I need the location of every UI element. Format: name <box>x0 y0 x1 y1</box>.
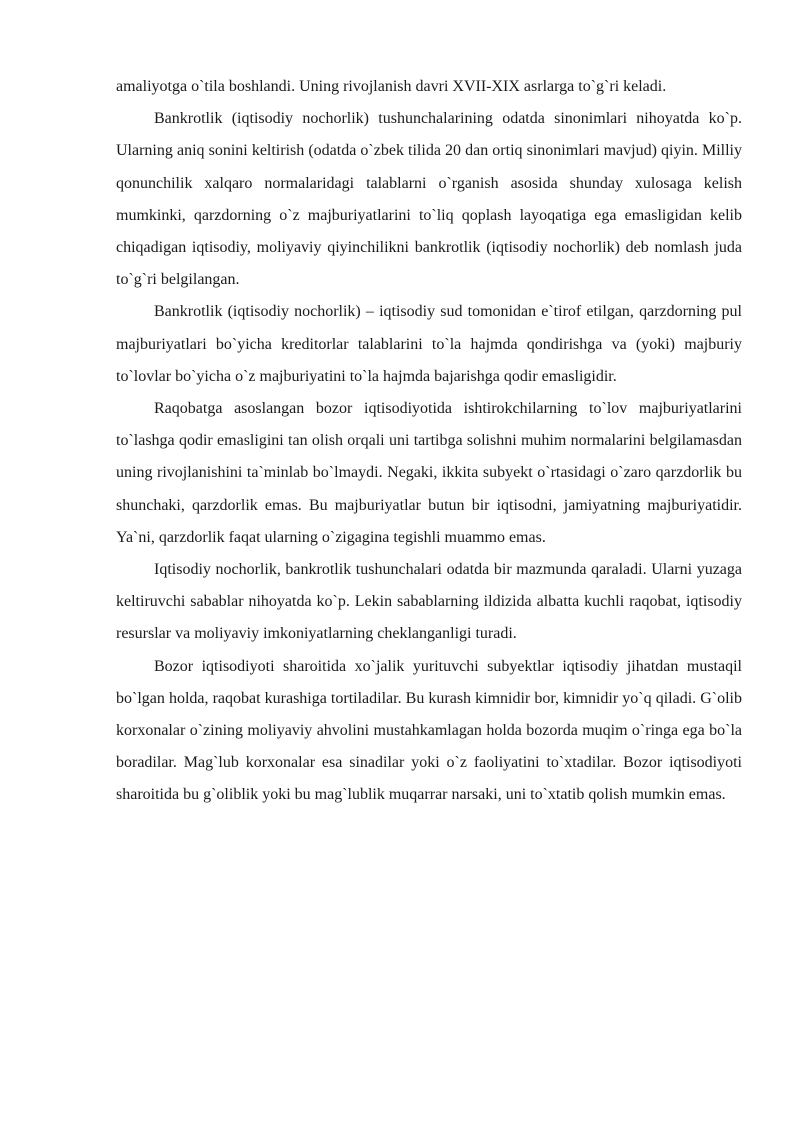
paragraph-market-competition: Raqobatga asoslangan bozor iqtisodiyotida ishtirokchilarning to`lov majburiyatlarini to`lashga qodir emasligini tan olish orqali uni tartibga solishni muhim normalarini belgilamasdan uning rivojlanishini ta`minlab bo`lmaydi. Negaki, ikkita subyekt o`rtasidagi o`zaro qarzdorlik bu shunchaki, qarzdorlik emas. Bu majburiyatlar butun bir iqtisodni, jamiyatning majburiyatidir. Ya`ni, qarzdorlik faqat ularning o`zigagina tegishli muammo emas. <box>116 400 742 546</box>
paragraph-bankruptcy-definition: Bankrotlik (iqtisodiy nochorlik) – iqtisodiy sud tomonidan e`tirof etilgan, qarzdorning pul majburiyatlari bo`yicha kreditorlar talablarini to`la hajmda qondirishga va (yoki) majburiy to`lovlar bo`yicha o`z majburiyatini to`la hajmda bajarishga qodir emasligidir. <box>116 303 742 385</box>
document-page <box>116 71 742 812</box>
paragraph-bankruptcy-synonyms: Bankrotlik (iqtisodiy nochorlik) tushunchalarining odatda sinonimlari nihoyatda ko`p. Ularning aniq sonini keltirish (odatda o`zbek tilida 20 dan ortiq sinonimlari mavjud) qiyin. Milliy qonunchilik xalqaro normalaridagi talablarni o`rganish asosida shunday xulosaga kelish mumkinki, qarzdorning o`z majburiyatlarini to`liq qoplash layoqatiga ega emasligidan kelib chiqadigan iqtisodiy, moliyaviy qiyinchilikni bankrotlik (iqtisodiy nochorlik) deb nomlash juda to`g`ri belgilangan. <box>116 110 742 289</box>
paragraph-continuation: amaliyotga o`tila boshlandi. Uning rivojlanish davri XVII-XIX asrlarga to`g`ri keladi. <box>116 78 667 95</box>
paragraph-causes: Iqtisodiy nochorlik, bankrotlik tushunchalari odatda bir mazmunda qaraladi. Ularni yuzaga keltiruvchi sabablar nihoyatda ko`p. Lekin sabablarning ildizida albatta kuchli raqobat, iqtisodiy resurslar va moliyaviy imkoniyatlarning cheklanganligi turadi. <box>116 561 742 643</box>
paragraph-market-economy: Bozor iqtisodiyoti sharoitida xo`jalik yurituvchi subyektlar iqtisodiy jihatdan mustaqil bo`lgan holda, raqobat kurashiga tortiladilar. Bu kurash kimnidir bor, kimnidir yo`q qiladi. G`olib korxonalar o`zining moliyaviy ahvolini mustahkamlagan holda bozorda muqim o`ringa ega bo`la boradilar. Mag`lub korxonalar esa sinadilar yoki o`z faoliyatini to`xtadilar. Bozor iqtisodiyoti sharoitida bu g`oliblik yoki bu mag`lublik muqarrar narsaki, uni to`xtatib qolish mumkin emas. <box>116 657 742 804</box>
